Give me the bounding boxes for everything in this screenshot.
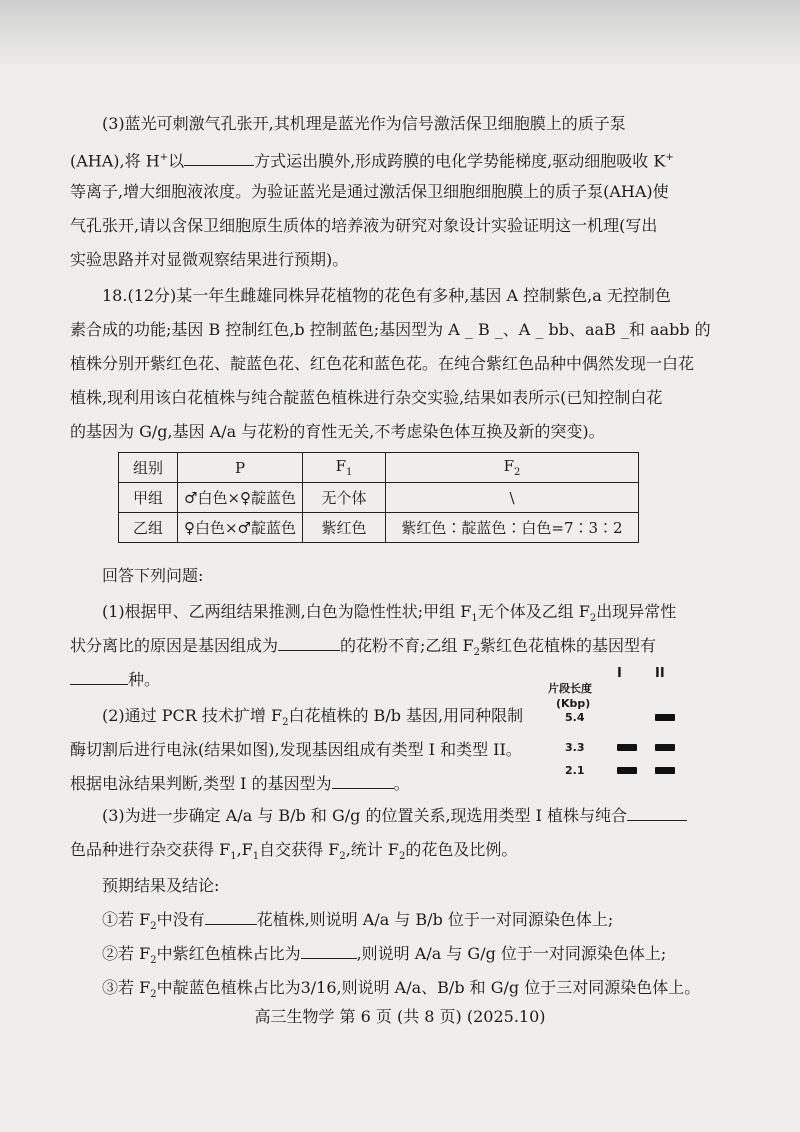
y-axis-label: 片段长度 [548,682,592,695]
y-axis-unit: (Kbp) [556,697,591,710]
answer-blank-1 [184,147,254,166]
size-label: 3.3 [565,741,585,754]
band-lane2-2.1 [655,767,675,774]
q17-3-line3: 等离子,增大细胞液浓度。为验证蓝光是通过激活保卫细胞细胞膜上的质子泵(AHA)使 [70,182,669,201]
table-row [119,483,639,513]
q18-line5: 的基因为 G/g,基因 A/a 与花粉的育性无关,不考虑染色体互换及新的突变)。 [70,422,605,441]
sub2-line2: 酶切割后进行电泳(结果如图),发现基因组成有类型 I 和类型 II。 [70,740,522,759]
answer-blank-6 [205,906,257,925]
header-cell: $F_1$ [303,453,386,483]
answer-blank-5 [627,802,687,821]
sub1-line3: 种。 [70,664,730,695]
q18-line1: 18.(12分)某一年生雌雄同株异花植物的花色有多种,基因 A 控制紫色,a 无控制色 [102,286,671,305]
size-label: 2.1 [565,764,585,777]
table-cell: ♀白色×♂靛蓝色 [178,513,303,543]
q18-line2: 素合成的功能;基因 B 控制红色,b 控制蓝色;基因型为 A _ B _、A _ bb、aaB _和 aabb 的 [70,320,711,339]
table-cell: 无个体 [303,483,386,513]
q17-3-line5: 实验思路并对显微观察结果进行预期)。 [70,250,349,269]
answer-blank-2 [278,632,340,651]
q17-3-line2: (AHA),将 H+以 方式运出膜外,形成跨膜的电化学势能梯度,驱动细胞吸收 K+ [70,142,730,176]
table-cell: \ [386,483,639,513]
q18-line3: 植株分别开紫红色花、靛蓝色花、红色花和蓝色花。在纯合紫红色品种中偶然发现一白花 [70,354,695,373]
page-footer: 高三生物学 第 6 页 (共 8 页) (2025.10) [254,1007,546,1026]
scan-shadow [0,0,800,70]
q18-line4: 植株,现利用该白花植株与纯合靛蓝色植株进行杂交实验,结果如表所示(已知控制白花 [70,388,663,407]
result-1: ①若 $F_2$中没有 花植株,则说明 A/a 与 B/b 位于一对同源染色体上; [70,904,730,942]
band-lane2-5.4 [655,714,675,721]
band-lane1-3.3 [617,744,637,751]
result-2: ②若 $F_2$中紫红色植株占比为 ,则说明 A/a 与 G/g 位于一对同源染色体上; [70,938,730,976]
table-cell: 紫红色∶靛蓝色∶白色=7∶3∶2 [386,513,639,543]
lane-label-II: II [655,666,665,681]
sub1-line2: 状分离比的原因是基因组成为 的花粉不育;乙组 $F_2$紫红色花植株的基因型有 [70,630,730,668]
answer-blank-7 [301,940,357,959]
sub3-line2: 色品种进行杂交获得 $F_1,F_1$自交获得 $F_2$,统计 $F_2$的花色及比例。 [70,840,518,863]
table-cell: 乙组 [119,513,178,543]
table-cell: 甲组 [119,483,178,513]
lane-label-I: I [617,666,622,681]
sub2-line3: 根据电泳结果判断,类型 I 的基因型为 。 [70,768,550,799]
q17-3-line4: 气孔张开,请以含保卫细胞原生质体的培养液为研究对象设计实验证明这一机理(写出 [70,216,658,235]
band-lane1-2.1 [617,767,637,774]
header-cell: $F_2$ [386,453,639,483]
sub3-line1: (3)为进一步确定 A/a 与 B/b 和 G/g 的位置关系,现选用类型 I 植株与纯合 [70,800,730,831]
band-lane2-3.3 [655,744,675,751]
size-label: 5.4 [565,711,585,724]
sub1-line1: (1)根据甲、乙两组结果推测,白色为隐性性状;甲组 $F_1$无个体及乙组 $F_2$出现异常性 [102,602,677,625]
sub2-line1: (2)通过 PCR 技术扩增 $F_2$白花植株的 B/b 基因,用同种限制 [102,706,524,729]
table-cell: ♂白色×♀靛蓝色 [178,483,303,513]
results-table [118,452,639,543]
predict-heading: 预期结果及结论: [102,876,220,895]
answer-intro: 回答下列问题: [102,566,204,585]
q17-3-line1: (3)蓝光可刺激气孔张开,其机理是蓝光作为信号激活保卫细胞膜上的质子泵 [102,114,626,133]
table-row [119,513,639,543]
answer-blank-4 [332,770,394,789]
header-cell: 组别 [119,453,178,483]
header-cell: P [178,453,303,483]
answer-blank-3 [70,666,128,685]
result-3: ③若 $F_2$中靛蓝色植株占比为3/16,则说明 A/a、B/b 和 G/g 位于三对同源染色体上。 [102,978,701,1001]
table-cell: 紫红色 [303,513,386,543]
table-header-row [119,453,639,483]
